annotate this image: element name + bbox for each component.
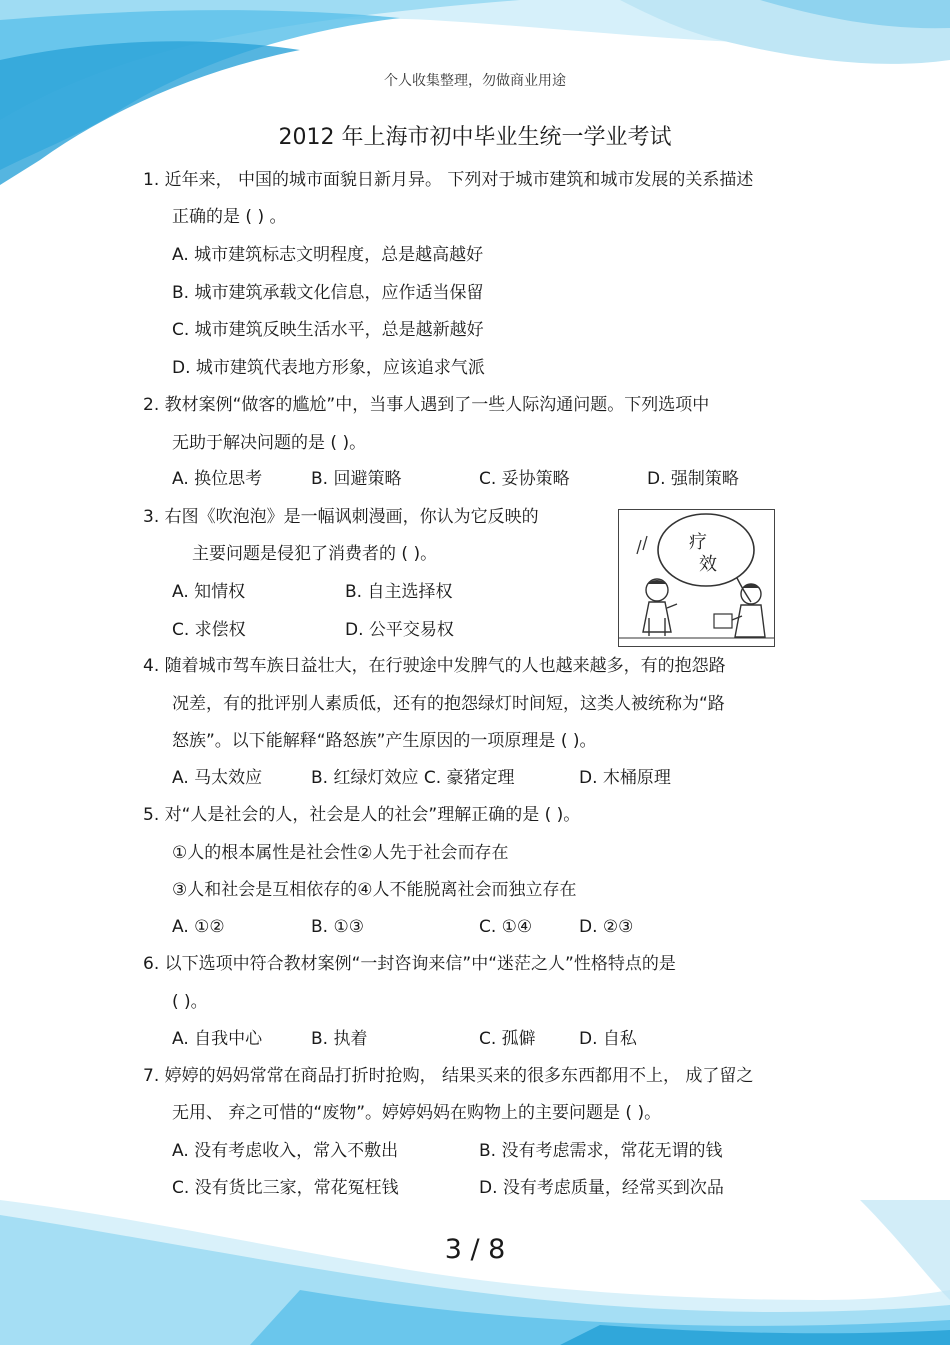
question-2-option-b: B. 回避策略: [311, 469, 402, 489]
question-3-stem-cont: 主要问题是侵犯了消费者的 ( )。: [192, 544, 438, 564]
question-1-option-a: A. 城市建筑标志文明程度，总是越高越好: [172, 245, 484, 265]
question-1-option-b: B. 城市建筑承载文化信息，应作适当保留: [172, 283, 484, 303]
question-7-option-d: D. 没有考虑质量，经常买到次品: [479, 1178, 724, 1198]
question-1-stem-cont: 正确的是 ( ) 。: [172, 207, 287, 227]
question-6-option-b: B. 执着: [311, 1029, 368, 1049]
question-7-option-c: C. 没有货比三家，常花冤枉钱: [172, 1178, 399, 1198]
question-6-option-a: A. 自我中心: [172, 1029, 263, 1049]
question-5-statement-3-4: ③人和社会是互相依存的④人不能脱离社会而独立存在: [172, 880, 577, 900]
question-5-option-a: A. ①②: [172, 917, 225, 937]
question-1-option-d: D. 城市建筑代表地方形象，应该追求气派: [172, 358, 485, 378]
question-3-option-c: C. 求偿权: [172, 620, 246, 640]
question-1-option-c: C. 城市建筑反映生活水平，总是越新越好: [172, 320, 484, 340]
question-5-option-b: B. ①③: [311, 917, 364, 937]
cartoon-text-liao: 疗: [689, 532, 707, 553]
question-6-stem: 6. 以下选项中符合教材案例“一封咨询来信”中“迷茫之人”性格特点的是: [143, 954, 676, 974]
exam-title: 2012 年上海市初中毕业生统一学业考试: [278, 125, 672, 150]
question-2-option-a: A. 换位思考: [172, 469, 263, 489]
question-4-stem-cont-1: 况差，有的批评别人素质低，还有的抱怨绿灯时间短，这类人被统称为“路: [172, 694, 725, 714]
question-2-stem-cont: 无助于解决问题的是 ( )。: [172, 433, 367, 453]
question-3-stem: 3. 右图《吹泡泡》是一幅讽刺漫画，你认为它反映的: [143, 507, 539, 527]
blowing-bubbles-cartoon: [618, 509, 775, 647]
question-7-option-a: A. 没有考虑收入，常入不敷出: [172, 1141, 399, 1161]
question-7-stem-cont: 无用、 弃之可惜的“废物”。婷婷妈妈在购物上的主要问题是 ( )。: [172, 1103, 662, 1123]
question-6-stem-cont: ( )。: [172, 992, 208, 1012]
question-2-option-d: D. 强制策略: [647, 469, 739, 489]
page-number: 3 / 8: [444, 1234, 506, 1265]
page-header-note: 个人收集整理，勿做商业用途: [384, 73, 566, 89]
question-4-option-b-c: B. 红绿灯效应 C. 豪猪定理: [311, 768, 515, 788]
question-2-stem: 2. 教材案例“做客的尴尬”中，当事人遇到了一些人际沟通问题。下列选项中: [143, 395, 710, 415]
question-5-option-c: C. ①④: [479, 917, 533, 937]
question-3-option-d: D. 公平交易权: [345, 620, 454, 640]
question-4-stem-cont-2: 怒族”。以下能解释“路怒族”产生原因的一项原理是 ( )。: [172, 731, 597, 751]
question-3-option-a: A. 知情权: [172, 582, 246, 602]
question-4-option-a: A. 马太效应: [172, 768, 263, 788]
question-5-stem: 5. 对“人是社会的人，社会是人的社会”理解正确的是 ( )。: [143, 805, 581, 825]
question-3-option-b: B. 自主选择权: [345, 582, 453, 602]
question-5-option-d: D. ②③: [579, 917, 634, 937]
question-7-stem: 7. 婷婷的妈妈常常在商品打折时抢购， 结果买来的很多东西都用不上， 成了留之: [143, 1066, 754, 1086]
cartoon-text-xiao: 效: [699, 554, 717, 575]
question-4-stem: 4. 随着城市驾车族日益壮大，在行驶途中发脾气的人也越来越多，有的抱怨路: [143, 656, 726, 676]
question-1-stem: 1. 近年来， 中国的城市面貌日新月异。 下列对于城市建筑和城市发展的关系描述: [143, 170, 754, 190]
question-2-option-c: C. 妥协策略: [479, 469, 570, 489]
question-6-option-c: C. 孤僻: [479, 1029, 536, 1049]
question-7-option-b: B. 没有考虑需求，常花无谓的钱: [479, 1141, 723, 1161]
question-6-option-d: D. 自私: [579, 1029, 637, 1049]
question-4-option-d: D. 木桶原理: [579, 768, 671, 788]
question-5-statement-1-2: ①人的根本属性是社会性②人先于社会而存在: [172, 843, 509, 863]
